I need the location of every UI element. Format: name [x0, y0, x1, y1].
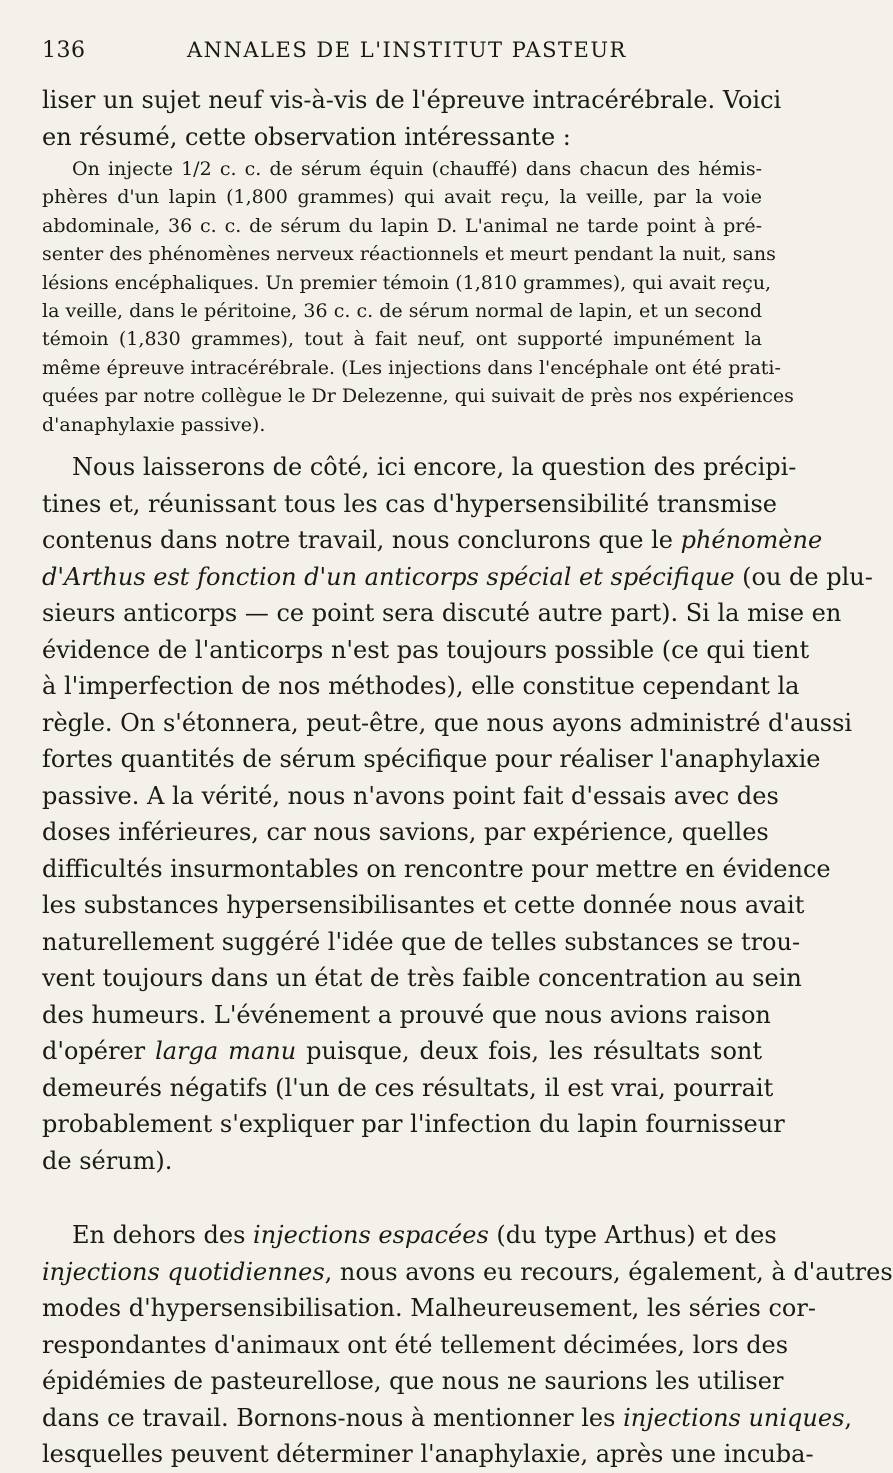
text-line: de sérum). [42, 1146, 173, 1175]
text-line: vent toujours dans un état de très faible concentration au sein [42, 964, 802, 993]
italic-segment: injections quotidiennes [42, 1257, 325, 1286]
text-line [42, 1254, 893, 1291]
italic-segment: phénomène [680, 526, 823, 555]
text-line: demeurés négatifs (l'un de ces résultats, il est vrai, pourrait [42, 1073, 774, 1102]
paragraph-other-modes [42, 1217, 893, 1473]
text-line: même épreuve intracérébrale. (Les injections dans l'encéphale ont été prati- [42, 356, 781, 379]
text-line: passive. A la vérité, nous n'avons point fait d'essais avec des [42, 781, 779, 810]
page-header [42, 30, 762, 82]
text-line [42, 559, 873, 596]
text-line: Nous laisserons de côté, ici encore, la question des précipi- [72, 453, 797, 482]
text-line: règle. On s'étonnera, peut-être, que nous ayons administré d'aussi [42, 708, 853, 737]
text-segment: (ou de plu- [734, 562, 873, 591]
text-line: témoin (1,830 grammes), tout à fait neuf, ont supporté impunément la [42, 328, 762, 351]
intro-paragraph [42, 82, 782, 155]
page-number: 136 [42, 38, 86, 63]
text-segment: (du type Arthus) et des [488, 1221, 777, 1250]
text-segment: , [844, 1403, 853, 1432]
text-line: la veille, dans le péritoine, 36 c. c. de sérum normal de lapin, et un second [42, 300, 762, 323]
italic-segment: d'Arthus est fonction d'un anticorps spécial et spécifique [42, 562, 735, 591]
text-segment: dans ce travail. Bornons-nous à mentionner les [42, 1403, 624, 1432]
text-line: d'anaphylaxie passive). [42, 413, 266, 436]
observation-block [42, 155, 794, 439]
italic-segment: injections uniques [623, 1403, 845, 1432]
text-line [42, 1400, 853, 1437]
text-line: doses inférieures, car nous savions, par expérience, quelles [42, 818, 769, 847]
text-line: lésions encéphaliques. Un premier témoin (1,810 grammes), qui avait reçu, [42, 271, 772, 294]
text-line: fortes quantités de sérum spécifique pour réaliser l'anaphylaxie [42, 745, 821, 774]
text-line: évidence de l'anticorps n'est pas toujours possible (ce qui tient [42, 635, 810, 664]
text-line: naturellement suggéré l'idée que de telles substances se trou- [42, 927, 801, 956]
italic-segment: injections espacées [253, 1221, 489, 1250]
text-segment: , nous avons eu recours, également, à d'autres [324, 1257, 893, 1286]
running-head: ANNALES DE L'INSTITUT PASTEUR [187, 38, 627, 62]
text-line [42, 1033, 762, 1070]
text-segment: d'opérer [42, 1037, 156, 1066]
text-segment: puisque, deux fois, les résultats sont [296, 1037, 762, 1066]
italic-segment: larga manu [155, 1037, 297, 1066]
text-line [42, 522, 823, 559]
text-line: quées par notre collègue le Dr Delezenne, qui suivait de près nos expériences [42, 385, 794, 408]
text-line: abdominale, 36 c. c. de sérum du lapin D. L'animal ne tarde point à pré- [42, 214, 762, 237]
text-line: On injecte 1/2 c. c. de sérum équin (chauffé) dans chacun des hémis- [72, 158, 762, 180]
text-line: à l'imperfection de nos méthodes), elle constitue cependant la [42, 672, 800, 701]
text-line [42, 1217, 777, 1254]
text-segment: contenus dans notre travail, nous conclurons que le [42, 526, 681, 555]
text-segment: En dehors des [72, 1221, 254, 1250]
text-line: difficultés insurmontables on rencontre pour mettre en évidence [42, 854, 831, 883]
text-line: des humeurs. L'événement a prouvé que nous avions raison [42, 1000, 771, 1029]
text-line: lesquelles peuvent déterminer l'anaphylaxie, après une incuba- [42, 1440, 814, 1469]
text-line: phères d'un lapin (1,800 grammes) qui avait reçu, la veille, par la voie [42, 186, 762, 209]
text-line: senter des phénomènes nerveux réactionnels et meurt pendant la nuit, sans [42, 243, 776, 266]
text-line: les substances hypersensibilisantes et cette donnée nous avait [42, 891, 805, 920]
paragraph-conclusion [42, 449, 873, 1179]
text-line: épidémies de pasteurellose, que nous ne saurions les utiliser [42, 1367, 784, 1396]
text-line: tines et, réunissant tous les cas d'hypersensibilité transmise [42, 489, 777, 518]
text-line: sieurs anticorps — ce point sera discuté autre part). Si la mise en [42, 599, 842, 628]
text-line: liser un sujet neuf vis-à-vis de l'épreuve intracérébrale. Voici [42, 86, 782, 114]
text-line: modes d'hypersensibilisation. Malheureusement, les séries cor- [42, 1294, 816, 1323]
text-line: probablement s'expliquer par l'infection du lapin fournisseur [42, 1110, 785, 1139]
text-line: en résumé, cette observation intéressante : [42, 122, 571, 151]
text-line: respondantes d'animaux ont été tellement décimées, lors des [42, 1330, 789, 1359]
